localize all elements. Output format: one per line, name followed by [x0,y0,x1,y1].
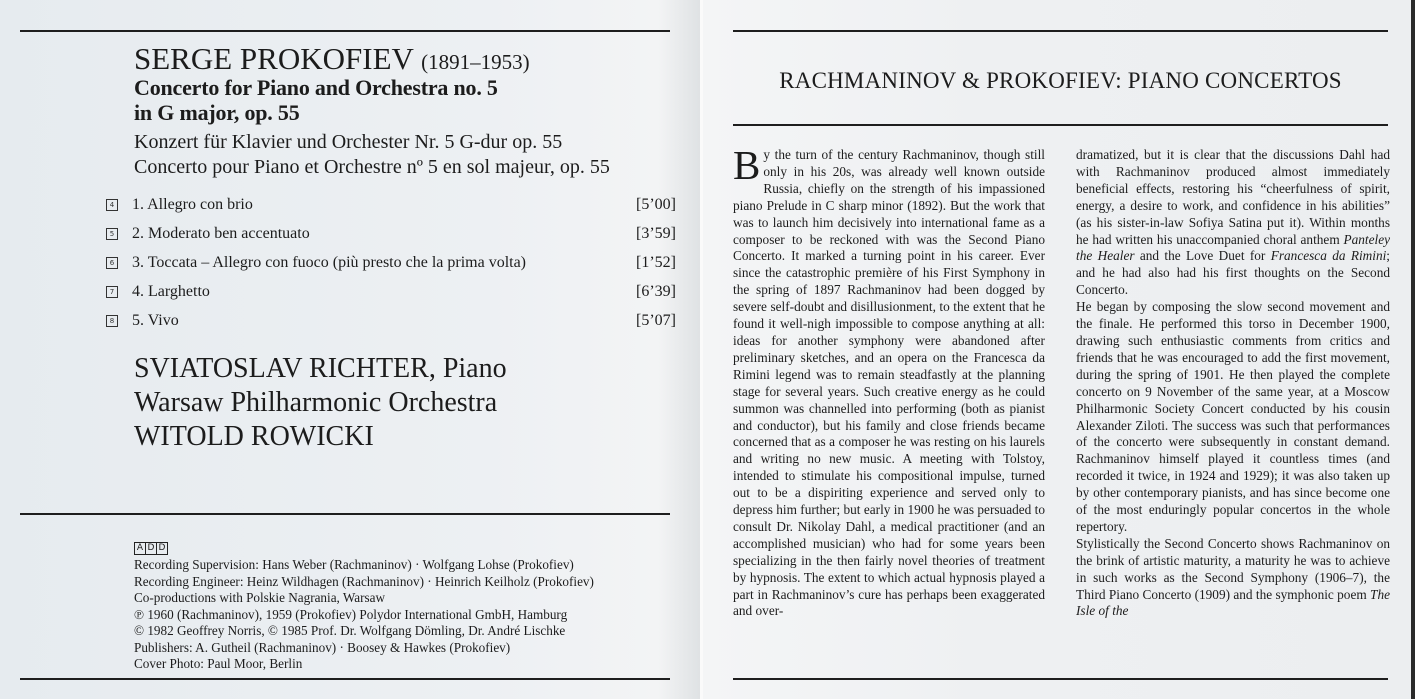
article-paragraph: He began by composing the slow second movement and the finale. He performed this torso in December 1900, drawing such enthusiastic comments from critics and friends that he was encouraged to add the first movement, during the spring of 1901. He then played the complete concerto on 9 November of the same year, at a Moscow Philharmonic Society Concert conducted by his cousin Alexander Ziloti. The success was such that performances of the concerto were subsequently in constant demand. Rachmaninov himself played it countless times (and recorded it twice, in 1924 and 1929); it was also taken up by other contemporary pianists, and has since become one of the most enduringly popular concertos in the whole repertory. [1076,299,1390,534]
credit-line: Cover Photo: Paul Moor, Berlin [134,656,303,671]
track-duration: [5’00] [636,195,676,213]
article-title: RACHMANINOV & PROKOFIEV: PIANO CONCERTOS [779,68,1342,93]
add-recording-code-logo [134,542,168,555]
drop-cap: B [733,142,761,188]
track-number-box: 6 [106,257,118,269]
track-item [106,248,676,277]
conductor: WITOLD ROWICKI [134,421,374,452]
track-title: 1. Allegro con brio [132,195,253,213]
recording-code-letter: D [146,543,157,554]
article-column-right [1076,147,1390,620]
credit-line: Recording Supervision: Hans Weber (Rachmaninov) · Wolfgang Lohse (Prokofiev) [134,557,574,572]
credit-line: © 1982 Geoffrey Norris, © 1985 Prof. Dr. Wolfgang Dömling, Dr. André Lischke [134,623,566,638]
track-list [106,190,676,335]
article-paragraph [733,142,1045,620]
track-item [106,277,676,306]
article-paragraph [1076,147,1390,299]
composer-name: SERGE PROKOFIEV [134,41,414,76]
work-title [134,76,498,126]
track-title: 3. Toccata – Allegro con fuoco (più presto che la prima volta) [132,253,527,271]
article-column-left [733,142,1045,620]
track-number-box: 7 [106,286,118,298]
orchestra: Warsaw Philharmonic Orchestra [134,387,498,418]
article-divider-under-title [733,124,1388,126]
paragraph-text: ; and he had also had his first thoughts on the Second Concerto. [1076,248,1390,298]
article-divider-top [733,30,1388,32]
track-number-box: 8 [106,315,118,327]
track-item [106,219,676,248]
soloist: SVIATOSLAV RICHTER, Piano [134,353,507,384]
divider-bottom [20,678,670,680]
divider-middle [20,513,670,515]
track-number-box: 4 [106,199,118,211]
recording-code-letter: D [158,543,166,553]
track-item [106,306,676,335]
divider-top [20,30,670,32]
credit-line: Recording Engineer: Heinz Wildhagen (Rachmaninov) · Heinrich Keilholz (Prokofiev) [134,573,594,589]
paragraph-text: and the Love Duet for [1134,248,1271,264]
composer-dates: (1891–1953) [421,50,530,74]
paragraph-text: y the turn of the century Rachmaninov, though still only in his 20s, was already well known outside Russia, chiefly on the strength of his impassioned piano Prelude in C sharp minor (1892). But the work that was to launch him decisively into international fame as a composer to be reckoned with was the Second Piano Concerto. It marked a turning point in his career. Ever since the catastrophic première of his First Symphony in the spring of 1897 Rachmaninov had been dogged by severe self-doubt and disillusionment, to the extent that he found it well-nigh impossible to compose anything at all: ideas for another symphony were abandoned after preliminary sketches, and an opera on the Francesca da Rimini legend was to remain steadfastly at the planning stage for several years. Such creative energy as he could summon was channelled into performing (both as pianist and conductor), but his family and close friends became concerned that as a composer he was resting on his laurels and writing no new music. A meeting with Tolstoy, intended to stimulate his compositional impulse, turned out to be a dispiriting experience and served only to depress him further; but early in 1900 he was persuaded to consult Dr. Nikolay Dahl, a medical practitioner (and an accomplished musician) who had for some years been specializing in the then fairly novel theories of treatment by hypnosis. The extent to which actual hypnosis played a part in Rachmaninov’s cure has perhaps been exaggerated and over- [733,147,1045,619]
track-title: 5. Vivo [132,311,179,329]
track-duration: [1’52] [636,253,676,271]
track-duration: [5’07] [636,311,676,329]
credit-line: ℗ 1960 (Rachmaninov), 1959 (Prokofiev) Polydor International GmbH, Hamburg [134,606,568,622]
credit-line: Publishers: A. Gutheil (Rachmaninov) · Boosey & Hawkes (Prokofiev) [134,639,511,655]
work-title-italic: Francesca da Rimini [1270,248,1387,264]
credit-line: Co-productions with Polskie Nagrania, Warsaw [134,590,386,605]
article-divider-bottom [733,678,1388,680]
work-title-italic: The Isle of the [1076,586,1390,619]
german-title: Konzert für Klavier und Orchester Nr. 5 G-dur op. 55 [134,131,563,153]
work-title-line: Concerto for Piano and Orchestra no. 5 [134,75,498,100]
credits-block [134,538,594,673]
article-paragraph [1076,536,1390,621]
work-title-italic: Panteley the Healer [1076,231,1390,264]
track-title: 2. Moderato ben accentuato [132,224,310,242]
french-title: Concerto pour Piano et Orchestre nº 5 en sol majeur, op. 55 [134,156,610,178]
title-translations [134,130,610,180]
paragraph-text: dramatized, but it is clear that the discussions Dahl had with Rachmaninov produced almost immediately beneficial effects, restoring his “cheerfulness of spirit, energy, a desire to work, and confidence in his abilities” (as his sister-in-law Sofiya Satina put it). Within months he had written his unaccompanied choral anthem [1076,147,1390,247]
work-title-line: in G major, op. 55 [134,100,300,125]
page-edge-shadow [1411,0,1415,699]
paragraph-text: Stylistically the Second Concerto shows Rachmaninov on the brink of artistic maturity, a maturity he was to achieve in such works as the Second Symphony (1906–7), the Third Piano Concerto (1909) and the symphonic poem [1076,535,1390,602]
track-duration: [3’59] [636,224,676,242]
recording-code-letter: A [135,543,146,554]
track-title: 4. Larghetto [132,282,210,300]
composer-heading [134,42,530,79]
track-number-box: 5 [106,228,118,240]
performers [134,352,507,454]
track-item [106,190,676,219]
track-duration: [6’39] [636,282,676,300]
